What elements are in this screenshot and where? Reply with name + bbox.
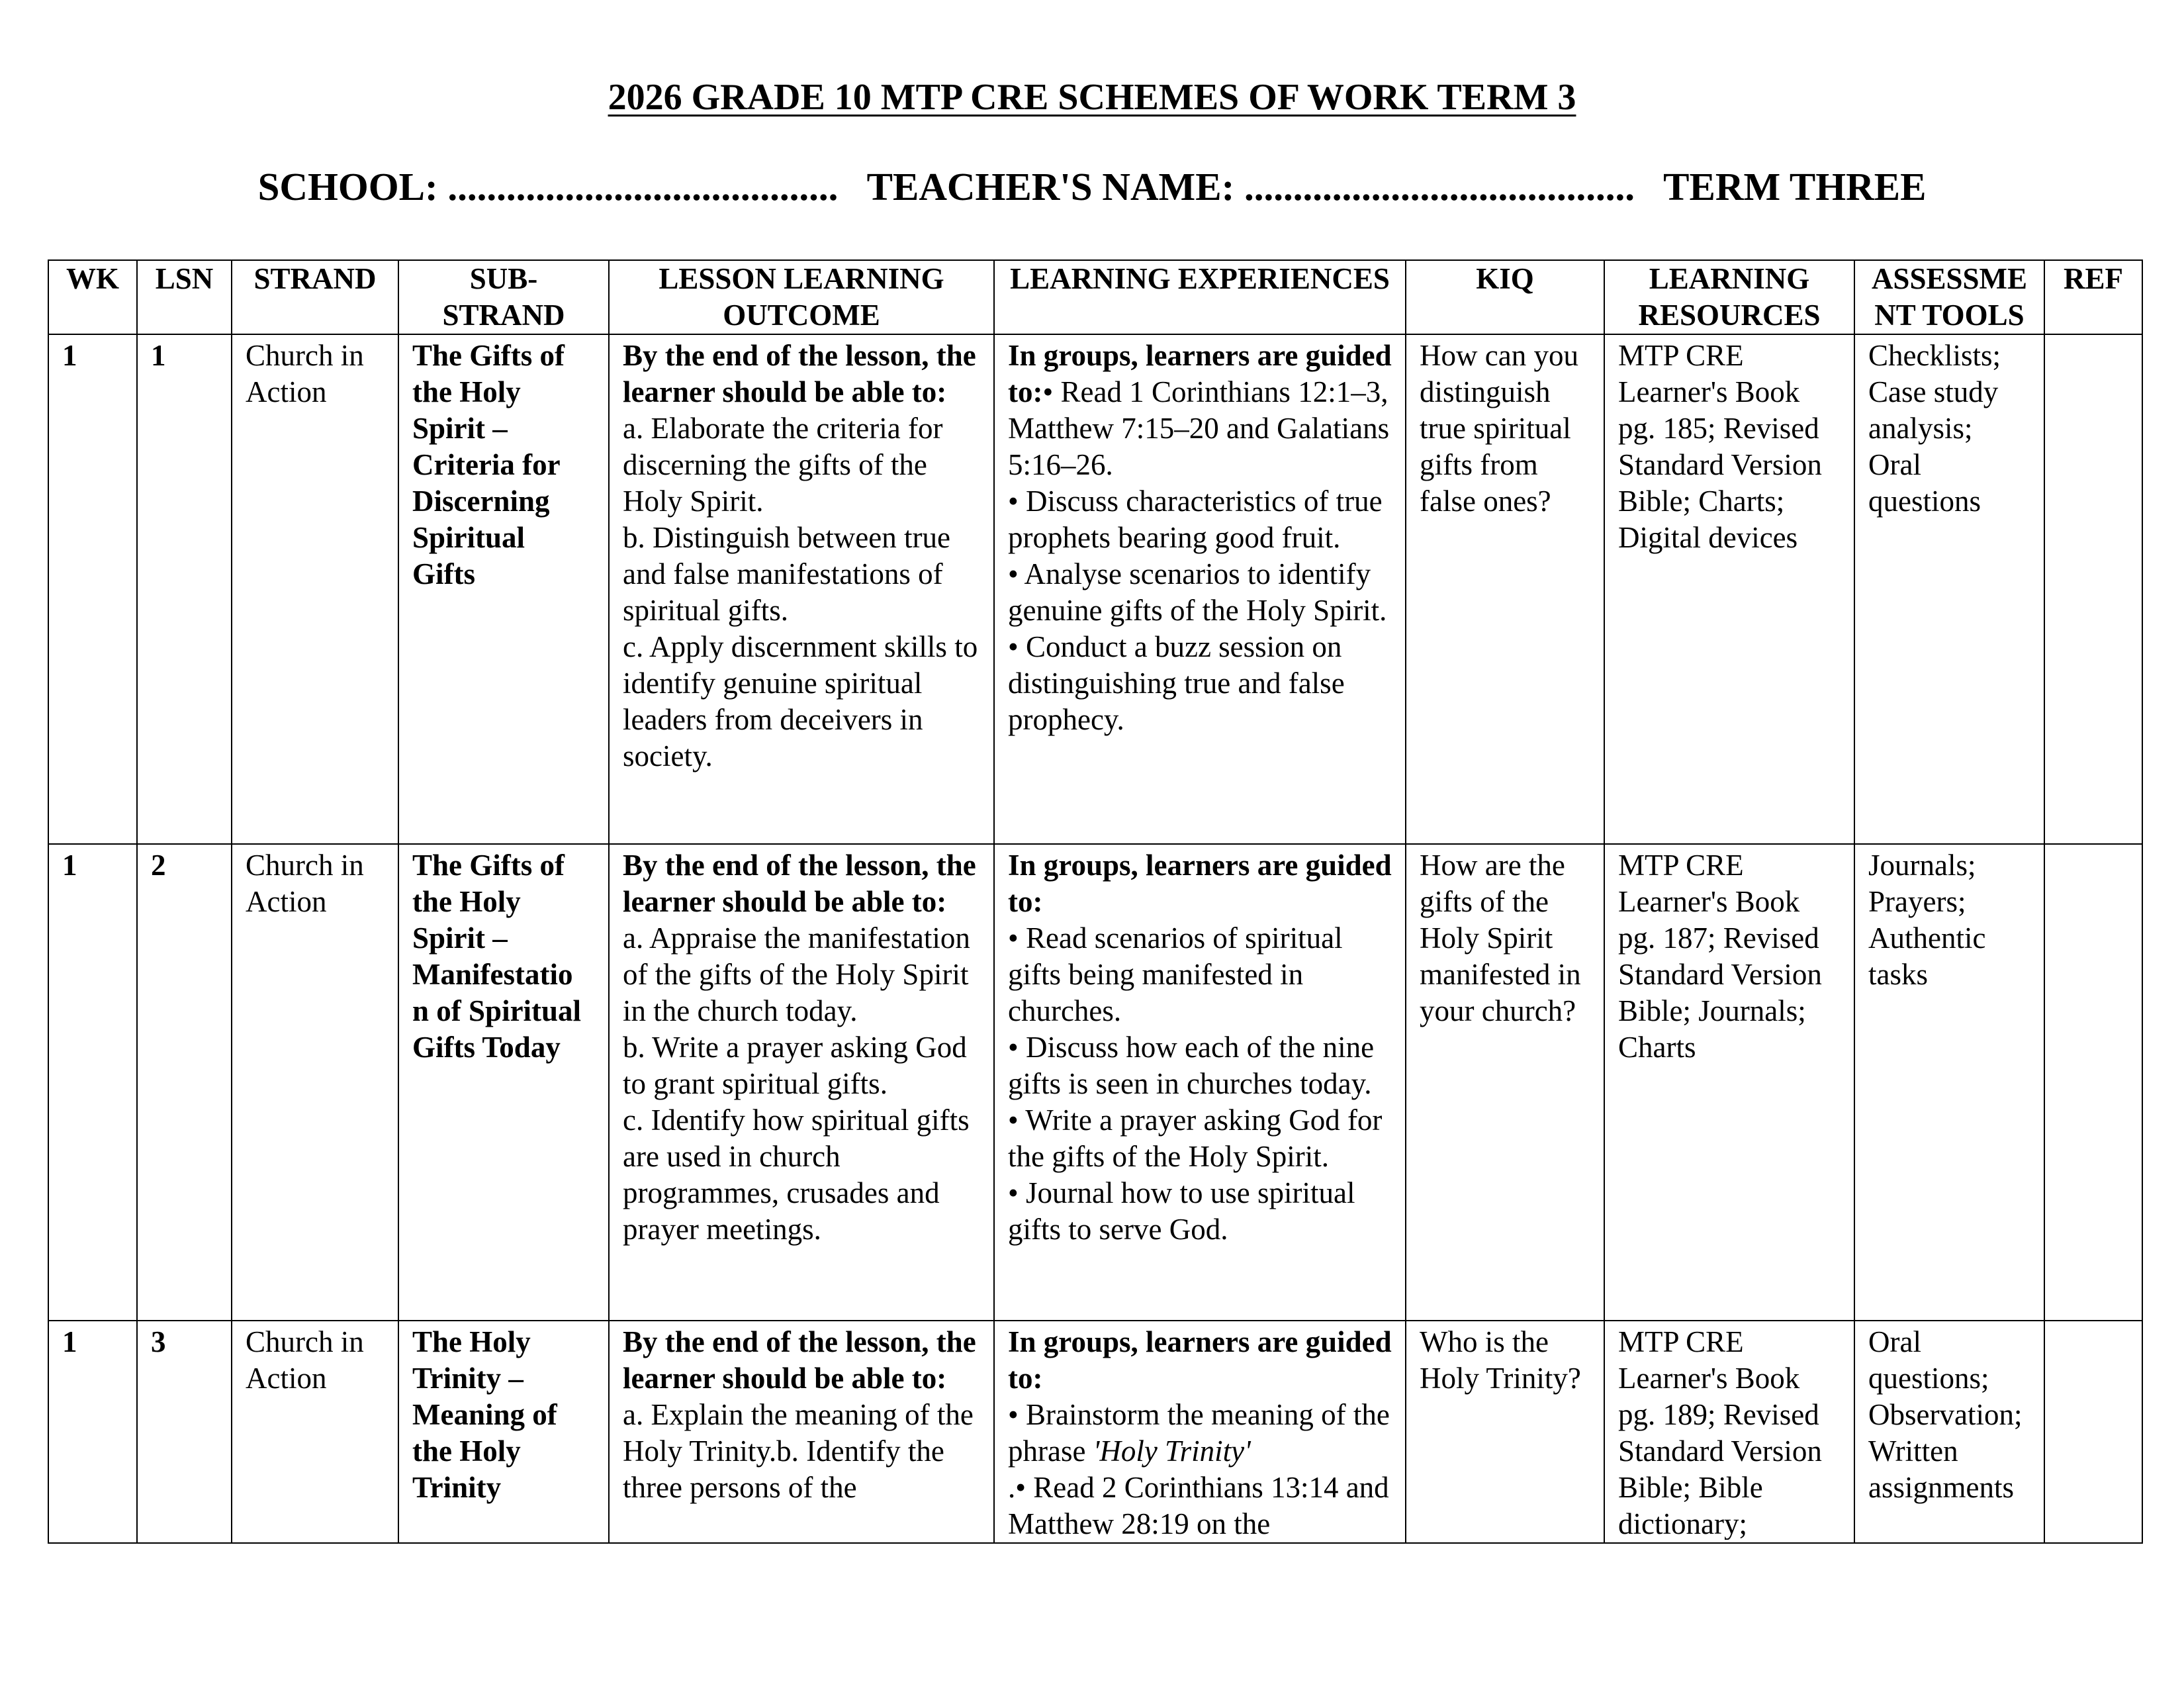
outcome-intro: By the end of the lesson, the learner should be able to: <box>623 1325 976 1395</box>
experience-item: • Journal how to use spiritual gifts to serve God. <box>1008 1176 1355 1246</box>
cell-sub-strand: The Gifts of the Holy Spirit – Manifestatio n of Spiritual Gifts Today <box>398 844 609 1321</box>
outcome-item: a. Explain the meaning of the Holy Trinity.b. Identify the three persons of the <box>623 1398 974 1504</box>
outcome-intro: By the end of the lesson, the learner should be able to: <box>623 849 976 918</box>
cell-experiences <box>994 334 1406 844</box>
cell-lsn: 1 <box>137 334 232 844</box>
experience-item: • Discuss characteristics of true prophets bearing good fruit. <box>1008 485 1383 554</box>
cell-assessment: Checklists; Case study analysis; Oral questions <box>1854 334 2044 844</box>
cell-experiences <box>994 1321 1406 1543</box>
cell-strand: Church in Action <box>232 844 398 1321</box>
outcome-item: c. Identify how spiritual gifts are used in church programmes, crusades and prayer meetings. <box>623 1103 970 1246</box>
outcome-item: a. Elaborate the criteria for discerning the gifts of the Holy Spirit. <box>623 412 943 518</box>
experience-item: • Write a prayer asking God for the gifts of the Holy Spirit. <box>1008 1103 1383 1173</box>
schemes-table <box>48 259 2143 1544</box>
cell-outcome <box>609 334 994 844</box>
cell-ref <box>2044 334 2142 844</box>
experience-item: • Read scenarios of spiritual gifts being manifested in churches. <box>1008 921 1343 1027</box>
table-row <box>48 844 2142 1321</box>
experience-item: • Conduct a buzz session on distinguishing true and false prophecy. <box>1008 630 1345 736</box>
experience-item: • Read 1 Corinthians 12:1–3, Matthew 7:15–20 and Galatians 5:16–26. <box>1008 375 1390 481</box>
cell-resources: MTP CRE Learner's Book pg. 185; Revised Standard Version Bible; Charts; Digital devices <box>1604 334 1854 844</box>
experience-item: .• Read 2 Corinthians 13:14 and Matthew 28:19 on the <box>1008 1471 1389 1540</box>
outcome-intro: By the end of the lesson, the learner should be able to: <box>623 339 976 408</box>
cell-wk: 1 <box>48 844 137 1321</box>
header-kiq: KIQ <box>1406 260 1604 334</box>
experience-italic-term: 'Holy Trinity' <box>1093 1434 1251 1468</box>
cell-lsn: 2 <box>137 844 232 1321</box>
cell-assessment: Journals; Prayers; Authentic tasks <box>1854 844 2044 1321</box>
cell-wk: 1 <box>48 1321 137 1543</box>
header-outcome: LESSON LEARNING OUTCOME <box>609 260 994 334</box>
cell-resources <box>1604 1321 1854 1543</box>
cell-outcome <box>609 844 994 1321</box>
experiences-intro: In groups, learners are guided to: <box>1008 1325 1392 1395</box>
cell-strand: Church in Action <box>232 1321 398 1543</box>
cell-outcome <box>609 1321 994 1543</box>
resources-text: MTP CRE Learner's Book pg. 189; Revised Standard Version Bible; Bible dictionary; <box>1618 1325 1822 1540</box>
document-subtitle: SCHOOL: ........................................ TEACHER'S NAME: ........................................ TERM THREE <box>257 165 1927 209</box>
cell-kiq: How can you distinguish true spiritual gifts from false ones? <box>1406 334 1604 844</box>
experiences-intro: In groups, learners are guided to: <box>1008 339 1392 408</box>
header-resources: LEARNING RESOURCES <box>1604 260 1854 334</box>
cell-experiences <box>994 844 1406 1321</box>
cell-wk: 1 <box>48 334 137 844</box>
document-title: 2026 GRADE 10 MTP CRE SCHEMES OF WORK TERM 3 <box>608 77 1576 118</box>
header-row <box>48 260 2142 334</box>
outcome-item: b. Distinguish between true and false manifestations of spiritual gifts. <box>623 521 950 627</box>
header-ref: REF <box>2044 260 2142 334</box>
cell-ref <box>2044 1321 2142 1543</box>
cell-lsn: 3 <box>137 1321 232 1543</box>
outcome-item: c. Apply discernment skills to identify genuine spiritual leaders from deceivers in society. <box>623 630 978 773</box>
header-experiences: LEARNING EXPERIENCES <box>994 260 1406 334</box>
cell-strand: Church in Action <box>232 334 398 844</box>
cell-assessment: Oral questions; Observation; Written assignments <box>1854 1321 2044 1543</box>
cell-sub-strand: The Holy Trinity – Meaning of the Holy Trinity <box>398 1321 609 1543</box>
cell-sub-strand: The Gifts of the Holy Spirit – Criteria for Discerning Spiritual Gifts <box>398 334 609 844</box>
cell-kiq: Who is the Holy Trinity? <box>1406 1321 1604 1543</box>
header-strand: STRAND <box>232 260 398 334</box>
experience-text: • Brainstorm the meaning of the phrase <box>1008 1398 1390 1468</box>
outcome-item: b. Write a prayer asking God to grant spiritual gifts. <box>623 1031 967 1100</box>
header-lsn: LSN <box>137 260 232 334</box>
experience-item: • Discuss how each of the nine gifts is seen in churches today. <box>1008 1031 1375 1100</box>
table-row <box>48 1321 2142 1543</box>
cell-ref <box>2044 844 2142 1321</box>
cell-resources: MTP CRE Learner's Book pg. 187; Revised Standard Version Bible; Journals; Charts <box>1604 844 1854 1321</box>
cell-kiq: How are the gifts of the Holy Spirit manifested in your church? <box>1406 844 1604 1321</box>
experience-item: • Analyse scenarios to identify genuine gifts of the Holy Spirit. <box>1008 557 1387 627</box>
experience-item <box>1008 1397 1392 1470</box>
header-assessment: ASSESSME NT TOOLS <box>1854 260 2044 334</box>
table-row <box>48 334 2142 844</box>
header-wk: WK <box>48 260 137 334</box>
outcome-item: a. Appraise the manifestation of the gifts of the Holy Spirit in the church today. <box>623 921 970 1027</box>
experiences-intro: In groups, learners are guided to: <box>1008 849 1392 918</box>
header-sub-strand: SUB- STRAND <box>398 260 609 334</box>
